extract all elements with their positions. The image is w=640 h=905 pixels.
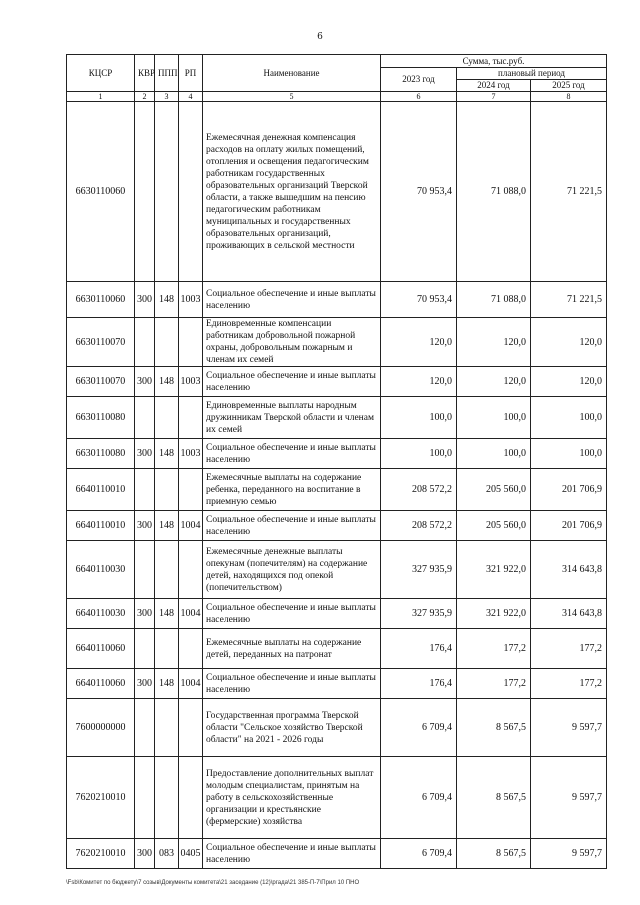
table-row <box>67 757 607 839</box>
cell-2023: 327 935,9 <box>381 541 457 599</box>
cell-name: Социальное обеспечение и иные выплаты населению <box>203 511 381 541</box>
cell-2024: 177,2 <box>457 629 531 669</box>
cell-ppp <box>155 757 179 839</box>
cell-rp: 1003 <box>179 367 203 397</box>
cell-ppp: 148 <box>155 367 179 397</box>
column-index: 7 <box>457 92 531 102</box>
cell-ppp: 148 <box>155 669 179 699</box>
cell-2025: 177,2 <box>531 669 607 699</box>
cell-kvr <box>135 397 155 439</box>
cell-kvr <box>135 757 155 839</box>
table-row <box>67 367 607 397</box>
cell-ppp: 148 <box>155 282 179 318</box>
cell-rp <box>179 397 203 439</box>
cell-kcsr: 6630110060 <box>67 102 135 282</box>
cell-2024: 205 560,0 <box>457 511 531 541</box>
cell-rp: 0405 <box>179 839 203 869</box>
table-body <box>67 102 607 869</box>
cell-kvr <box>135 541 155 599</box>
cell-2023: 6 709,4 <box>381 839 457 869</box>
table-row <box>67 102 607 282</box>
header-kcsr: КЦСР <box>67 55 135 92</box>
cell-2025: 71 221,5 <box>531 102 607 282</box>
cell-2025: 314 643,8 <box>531 599 607 629</box>
cell-kvr: 300 <box>135 511 155 541</box>
column-index: 5 <box>203 92 381 102</box>
cell-rp: 1003 <box>179 282 203 318</box>
cell-2023: 120,0 <box>381 367 457 397</box>
cell-ppp <box>155 541 179 599</box>
cell-kcsr: 6640110010 <box>67 469 135 511</box>
cell-kcsr: 6630110070 <box>67 367 135 397</box>
cell-2024: 120,0 <box>457 318 531 367</box>
header-2025: 2025 год <box>531 80 607 92</box>
table-row <box>67 599 607 629</box>
cell-rp <box>179 102 203 282</box>
header-planned-period: плановый период <box>457 68 607 80</box>
cell-2025: 201 706,9 <box>531 511 607 541</box>
cell-ppp <box>155 102 179 282</box>
cell-rp <box>179 318 203 367</box>
header-2024: 2024 год <box>457 80 531 92</box>
table-row <box>67 541 607 599</box>
cell-2024: 321 922,0 <box>457 541 531 599</box>
cell-name: Социальное обеспечение и иные выплаты населению <box>203 367 381 397</box>
cell-kvr: 300 <box>135 282 155 318</box>
cell-name: Социальное обеспечение и иные выплаты населению <box>203 599 381 629</box>
cell-name: Предоставление дополнительных выплат молодым специалистам, принятым на работу в сельскохозяйственные организации и крестьянские (фермерские) хозяйства <box>203 757 381 839</box>
cell-2025: 120,0 <box>531 318 607 367</box>
cell-kcsr: 6630110080 <box>67 397 135 439</box>
cell-name: Социальное обеспечение и иные выплаты населению <box>203 282 381 318</box>
header-kvr: КВР <box>135 55 155 92</box>
header-name: Наименование <box>203 55 381 92</box>
column-index: 4 <box>179 92 203 102</box>
cell-kvr: 300 <box>135 669 155 699</box>
cell-2024: 71 088,0 <box>457 282 531 318</box>
cell-2024: 100,0 <box>457 397 531 439</box>
table-row <box>67 669 607 699</box>
cell-kcsr: 7600000000 <box>67 699 135 757</box>
cell-rp: 1004 <box>179 599 203 629</box>
cell-ppp <box>155 397 179 439</box>
cell-kcsr: 6640110030 <box>67 599 135 629</box>
cell-rp <box>179 629 203 669</box>
budget-table <box>66 54 607 869</box>
cell-name: Ежемесячные выплаты на содержание ребенка, переданного на воспитание в приемную семью <box>203 469 381 511</box>
cell-2025: 201 706,9 <box>531 469 607 511</box>
cell-kvr <box>135 469 155 511</box>
table-row <box>67 629 607 669</box>
cell-ppp: 083 <box>155 839 179 869</box>
cell-kcsr: 6640110030 <box>67 541 135 599</box>
cell-kcsr: 6630110080 <box>67 439 135 469</box>
cell-2023: 176,4 <box>381 669 457 699</box>
cell-2024: 100,0 <box>457 439 531 469</box>
cell-name: Социальное обеспечение и иные выплаты населению <box>203 669 381 699</box>
cell-rp <box>179 469 203 511</box>
cell-kcsr: 7620210010 <box>67 839 135 869</box>
cell-2024: 177,2 <box>457 669 531 699</box>
table-row <box>67 511 607 541</box>
cell-ppp <box>155 699 179 757</box>
page-number: 6 <box>317 32 323 42</box>
cell-name: Государственная программа Тверской области "Сельское хозяйство Тверской области" на 2021 - 2026 годы <box>203 699 381 757</box>
cell-2025: 177,2 <box>531 629 607 669</box>
cell-2025: 9 597,7 <box>531 839 607 869</box>
cell-2025: 100,0 <box>531 439 607 469</box>
cell-2023: 176,4 <box>381 629 457 669</box>
cell-2023: 120,0 <box>381 318 457 367</box>
cell-2024: 205 560,0 <box>457 469 531 511</box>
cell-2023: 100,0 <box>381 439 457 469</box>
cell-2024: 8 567,5 <box>457 699 531 757</box>
cell-kcsr: 6630110070 <box>67 318 135 367</box>
cell-ppp: 148 <box>155 439 179 469</box>
column-index-row <box>67 92 607 102</box>
cell-ppp: 148 <box>155 599 179 629</box>
cell-ppp <box>155 318 179 367</box>
cell-kvr <box>135 318 155 367</box>
cell-2023: 6 709,4 <box>381 757 457 839</box>
cell-2025: 314 643,8 <box>531 541 607 599</box>
header-2023: 2023 год <box>381 68 457 92</box>
column-index: 3 <box>155 92 179 102</box>
cell-name: Ежемесячная денежная компенсация расходов на оплату жилых помещений, отопления и освещения педагогическим работникам государственных образовательных организаций Тверской области, а также вышедшим на пенсию педагогическим работникам муниципальных и государственных образовательных организаций, проживающих в сельской местности <box>203 102 381 282</box>
cell-2024: 8 567,5 <box>457 839 531 869</box>
cell-2023: 208 572,2 <box>381 469 457 511</box>
cell-rp <box>179 757 203 839</box>
cell-2024: 120,0 <box>457 367 531 397</box>
cell-kvr: 300 <box>135 839 155 869</box>
cell-rp <box>179 541 203 599</box>
cell-rp: 1003 <box>179 439 203 469</box>
header-ppp: ППП <box>155 55 179 92</box>
column-index: 2 <box>135 92 155 102</box>
cell-ppp <box>155 629 179 669</box>
cell-2025: 71 221,5 <box>531 282 607 318</box>
cell-2025: 9 597,7 <box>531 757 607 839</box>
cell-rp <box>179 699 203 757</box>
table-row <box>67 397 607 439</box>
cell-name: Ежемесячные выплаты на содержание детей, переданных на патронат <box>203 629 381 669</box>
table-row <box>67 439 607 469</box>
footer-path: \Fsb\Комитет по бюджету\7 созыв\Документы комитета\21 заседание (12)\ргада\21 385-П-7\Прил 10 ПНО <box>66 880 360 886</box>
cell-kvr: 300 <box>135 439 155 469</box>
cell-rp: 1004 <box>179 669 203 699</box>
cell-kcsr: 7620210010 <box>67 757 135 839</box>
table-row <box>67 469 607 511</box>
cell-kcsr: 6630110060 <box>67 282 135 318</box>
column-index: 8 <box>531 92 607 102</box>
cell-2025: 100,0 <box>531 397 607 439</box>
cell-kcsr: 6640110010 <box>67 511 135 541</box>
cell-2023: 70 953,4 <box>381 282 457 318</box>
table-row <box>67 318 607 367</box>
cell-name: Социальное обеспечение и иные выплаты населению <box>203 839 381 869</box>
cell-name: Единовременные компенсации работникам добровольной пожарной охраны, добровольным пожарным и членам их семей <box>203 318 381 367</box>
header-sum: Сумма, тыс.руб. <box>381 55 607 68</box>
cell-kvr <box>135 699 155 757</box>
cell-kvr <box>135 629 155 669</box>
cell-ppp: 148 <box>155 511 179 541</box>
cell-kvr: 300 <box>135 367 155 397</box>
cell-2023: 100,0 <box>381 397 457 439</box>
cell-kvr <box>135 102 155 282</box>
cell-kcsr: 6640110060 <box>67 669 135 699</box>
cell-2025: 9 597,7 <box>531 699 607 757</box>
cell-2023: 6 709,4 <box>381 699 457 757</box>
cell-2024: 71 088,0 <box>457 102 531 282</box>
table-row <box>67 282 607 318</box>
column-index: 1 <box>67 92 135 102</box>
cell-2023: 208 572,2 <box>381 511 457 541</box>
cell-2023: 70 953,4 <box>381 102 457 282</box>
cell-name: Социальное обеспечение и иные выплаты населению <box>203 439 381 469</box>
header-rp: РП <box>179 55 203 92</box>
table-row <box>67 839 607 869</box>
cell-ppp <box>155 469 179 511</box>
cell-rp: 1004 <box>179 511 203 541</box>
cell-kvr: 300 <box>135 599 155 629</box>
cell-name: Ежемесячные денежные выплаты опекунам (попечителям) на содержание детей, находящихся под опекой (попечительством) <box>203 541 381 599</box>
cell-kcsr: 6640110060 <box>67 629 135 669</box>
cell-2024: 321 922,0 <box>457 599 531 629</box>
table-row <box>67 699 607 757</box>
cell-2024: 8 567,5 <box>457 757 531 839</box>
cell-2025: 120,0 <box>531 367 607 397</box>
cell-name: Единовременные выплаты народным дружинникам Тверской области и членам их семей <box>203 397 381 439</box>
cell-2023: 327 935,9 <box>381 599 457 629</box>
column-index: 6 <box>381 92 457 102</box>
